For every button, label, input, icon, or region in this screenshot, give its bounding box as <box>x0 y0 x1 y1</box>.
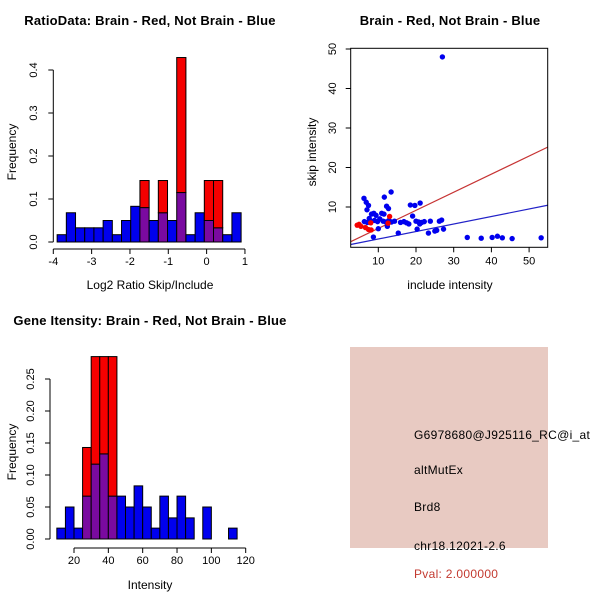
x-tick-label: 10 <box>372 255 385 268</box>
hist-bar-blue <box>65 507 74 539</box>
hist-bar-overlap <box>158 213 167 242</box>
gene-histogram-y-axis-label: Frequency <box>5 423 19 481</box>
hist-bar-blue <box>57 528 66 539</box>
y-tick-label: 0.2 <box>28 148 40 164</box>
y-tick-label: 50 <box>327 42 339 56</box>
hist-bar-red <box>204 181 213 221</box>
hist-bar-blue <box>74 528 83 539</box>
hist-bar-blue <box>229 528 238 539</box>
hist-bar-red <box>100 357 109 454</box>
data-point-blue <box>426 230 431 235</box>
x-tick-label: 80 <box>170 555 184 567</box>
data-point-blue <box>364 207 369 212</box>
y-tick-label: 40 <box>327 82 339 95</box>
hist-bar-blue <box>76 228 85 242</box>
data-point-blue <box>382 194 387 199</box>
x-tick-label: -1 <box>163 256 174 268</box>
x-tick-label: -4 <box>48 256 59 268</box>
x-tick-label: 40 <box>485 255 498 268</box>
data-point-blue <box>509 236 514 241</box>
intensity-scatter-plot <box>300 0 600 300</box>
data-point-blue <box>412 203 417 208</box>
hist-bar-blue <box>143 507 152 539</box>
hist-bar-blue <box>186 235 195 242</box>
data-point-blue <box>495 234 500 239</box>
hist-bar-red <box>140 181 149 208</box>
ratio-histogram-plot <box>0 0 300 300</box>
x-tick-label: -3 <box>86 256 97 268</box>
x-tick-label: 40 <box>102 555 115 567</box>
hist-bar-red <box>91 357 100 465</box>
y-tick-label: 0.0 <box>28 234 40 250</box>
data-point-red <box>385 220 390 225</box>
x-tick-label: 100 <box>202 555 221 567</box>
hist-bar-blue <box>177 496 186 539</box>
panel-gene-info <box>300 300 600 600</box>
gene-histogram-title: Gene Itensity: Brain - Red, Not Brain - Blue <box>13 313 287 328</box>
gene-histogram-x-axis-label: Intensity <box>127 578 173 592</box>
hist-bar-blue <box>223 235 232 242</box>
hist-bar-overlap <box>83 496 92 539</box>
data-point-blue <box>500 235 505 240</box>
data-point-red <box>368 227 373 232</box>
y-tick-label: 0.3 <box>28 105 40 121</box>
x-tick-label: 1 <box>241 256 249 268</box>
data-point-blue <box>414 226 419 231</box>
ratio-histogram-title: RatioData: Brain - Red, Not Brain - Blue <box>24 13 276 28</box>
x-tick-label: 60 <box>136 555 149 567</box>
event-type-text: altMutEx <box>414 463 464 477</box>
scatter-y-axis-label: skip intensity <box>305 117 319 187</box>
scatter-x-axis-label: include intensity <box>407 278 493 292</box>
hist-bar-overlap <box>108 496 117 539</box>
y-tick-label: 0.20 <box>25 400 37 422</box>
hist-bar-blue <box>195 213 204 242</box>
hist-bar-red <box>177 58 186 193</box>
hist-bar-overlap <box>177 193 186 242</box>
hist-bar-overlap <box>91 464 100 539</box>
data-point-blue <box>376 226 381 231</box>
hist-bar-blue <box>103 221 112 243</box>
data-point-blue <box>428 219 433 224</box>
hist-bar-blue <box>131 206 140 242</box>
x-tick-label: 30 <box>447 255 460 268</box>
scatter-title: Brain - Red, Not Brain - Blue <box>359 13 541 28</box>
ratio-histogram-y-axis-label: Frequency <box>5 123 19 181</box>
location-text: chr18.12021-2.6 <box>414 539 506 553</box>
hist-bar-red <box>214 181 223 228</box>
hist-bar-blue <box>160 496 169 539</box>
y-tick-label: 0.25 <box>25 368 37 390</box>
y-tick-label: 0.00 <box>25 528 37 550</box>
hist-bar-overlap <box>214 228 223 242</box>
data-point-blue <box>440 54 445 59</box>
data-point-blue <box>392 219 397 224</box>
panel-gene-histogram <box>0 300 300 600</box>
data-point-red <box>358 224 363 229</box>
y-tick-label: 0.1 <box>28 191 40 207</box>
ratio-histogram-x-axis-label: Log2 Ratio Skip/Include <box>86 278 214 292</box>
data-point-blue <box>417 200 422 205</box>
hist-bar-blue <box>186 518 195 539</box>
hist-bar-blue <box>203 507 212 539</box>
y-tick-label: 0.10 <box>25 464 37 486</box>
hist-bar-overlap <box>100 454 109 539</box>
hist-bar-blue <box>85 228 94 242</box>
hist-bar-red <box>108 357 117 497</box>
data-point-blue <box>439 217 444 222</box>
panel-intensity-scatter <box>300 0 600 300</box>
hist-bar-blue <box>126 507 135 539</box>
hist-bar-blue <box>149 221 158 243</box>
data-point-blue <box>381 211 386 216</box>
x-tick-label: 20 <box>409 255 423 268</box>
data-point-blue <box>422 219 427 224</box>
hist-bar-overlap <box>140 208 149 242</box>
hist-bar-blue <box>122 221 131 243</box>
hist-bar-blue <box>151 528 160 539</box>
data-point-blue <box>441 226 446 231</box>
data-point-blue <box>386 206 391 211</box>
y-tick-label: 20 <box>327 161 339 174</box>
hist-bar-blue <box>232 213 241 242</box>
hist-bar-blue <box>66 213 75 242</box>
data-point-red <box>387 214 392 219</box>
y-tick-label: 0.05 <box>25 496 37 518</box>
data-point-blue <box>406 221 411 226</box>
data-point-blue <box>410 213 415 218</box>
y-tick-label: 10 <box>327 200 339 214</box>
hist-bar-blue <box>94 228 103 242</box>
x-tick-label: 50 <box>522 255 536 268</box>
data-point-blue <box>371 234 376 239</box>
hist-bar-red <box>83 447 92 496</box>
gene-info-box <box>350 347 591 581</box>
hist-bar-overlap <box>204 221 213 243</box>
hist-bar-blue <box>134 486 143 539</box>
data-point-blue <box>479 236 484 241</box>
x-tick-label: -2 <box>125 256 135 268</box>
pval-text: Pval: 2.000000 <box>414 567 499 581</box>
hist-bar-red <box>158 181 167 213</box>
data-point-red <box>368 220 373 225</box>
gene-histogram-plot <box>0 300 300 600</box>
probe-id-text: G6978680@J925116_RC@i_at <box>414 428 591 442</box>
data-point-blue <box>538 235 543 240</box>
y-tick-label: 0.4 <box>28 62 40 78</box>
hist-bar-blue <box>168 221 177 243</box>
hist-bar-blue <box>117 496 126 539</box>
gene-name-text: Brd8 <box>414 500 441 514</box>
x-tick-label: 20 <box>67 555 81 567</box>
hist-bar-blue <box>168 518 177 539</box>
hist-bar-blue <box>57 235 66 242</box>
x-tick-label: 0 <box>203 256 210 268</box>
x-tick-label: 120 <box>236 555 255 567</box>
data-point-blue <box>396 230 401 235</box>
hist-bar-blue <box>112 235 121 242</box>
data-point-blue <box>434 228 439 233</box>
data-point-blue <box>388 189 393 194</box>
panel-ratio-histogram <box>0 0 300 300</box>
data-point-blue <box>465 235 470 240</box>
y-tick-label: 0.15 <box>25 432 37 454</box>
y-tick-label: 30 <box>327 121 339 135</box>
data-point-blue <box>489 235 494 240</box>
